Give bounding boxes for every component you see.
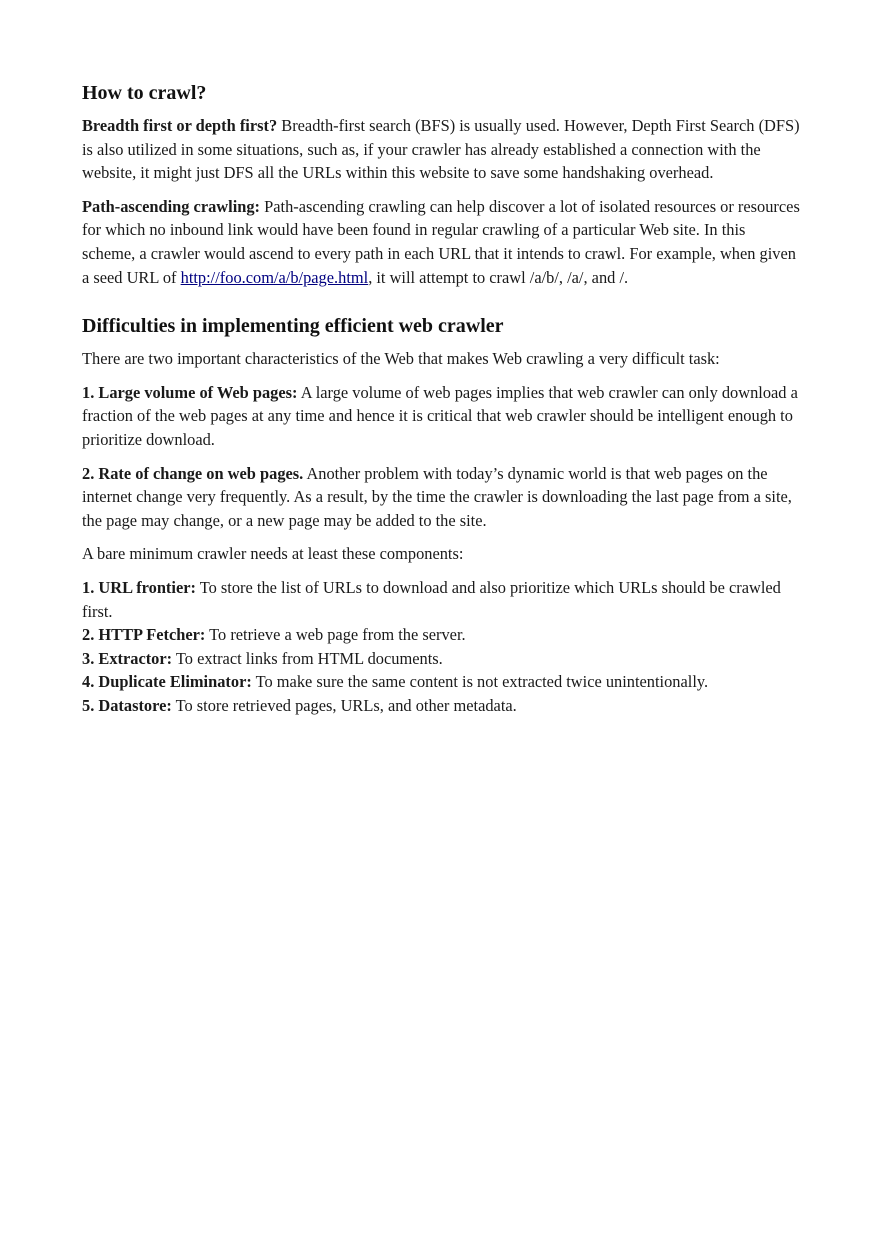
component-term: 1. URL frontier: xyxy=(82,577,196,597)
seed-url-link[interactable]: http://foo.com/a/b/page.html xyxy=(180,267,369,287)
document-page xyxy=(82,78,802,717)
component-term: 5. Datastore: xyxy=(82,695,172,715)
paragraph-large-volume xyxy=(82,381,802,452)
component-text: To extract links from HTML documents. xyxy=(172,648,443,668)
term-rate-of-change: 2. Rate of change on web pages. xyxy=(82,463,304,483)
text-large-volume: A large volume of web pages implies that web crawler can only download a fraction of the web pages at any time and hence it is critical that web crawler should be intelligent enough to prioritize download. xyxy=(82,382,798,449)
component-term: 4. Duplicate Eliminator: xyxy=(82,672,252,692)
list-item xyxy=(82,670,802,694)
component-text: To store the list of URLs to download and also prioritize which URLs should be crawled first. xyxy=(82,577,781,621)
term-path-ascending: Path-ascending crawling: xyxy=(82,196,261,216)
text-path-ascending-before: Path-ascending crawling can help discover a lot of isolated resources or resources for which no inbound link would have been found in regular crawling of a particular Web site. In this scheme, a crawler would ascend to every path in each URL that it intends to crawl. For example, when given a seed URL of xyxy=(82,196,800,287)
term-breadth-depth: Breadth first or depth first? xyxy=(82,116,278,135)
paragraph-rate-of-change xyxy=(82,462,802,533)
list-item xyxy=(82,623,802,647)
heading-how-to-crawl: How to crawl? xyxy=(82,82,207,104)
components-list xyxy=(82,576,802,718)
text-breadth-depth: Breadth-first search (BFS) is usually used. However, Depth First Search (DFS) is also utilized in some situations, such as, if your crawler has already established a connection with the website, it might just DFS all the URLs within this website to save some handshaking overhead. xyxy=(82,116,800,183)
text-path-ascending-after: , it will attempt to crawl /a/b/, /a/, and /. xyxy=(368,267,629,287)
paragraph-path-ascending xyxy=(82,195,802,289)
paragraph-difficulties-intro: There are two important characteristics of the Web that makes Web crawling a very difficult task: xyxy=(82,349,720,369)
component-text: To make sure the same content is not extracted twice unintentionally. xyxy=(251,672,709,692)
component-term: 2. HTTP Fetcher: xyxy=(82,625,206,645)
text-rate-of-change: Another problem with today’s dynamic world is that web pages on the internet change very frequently. As a result, by the time the crawler is downloading the last page from a site, the page may change, or a new page may be added to the site. xyxy=(82,463,792,530)
paragraph-breadth-depth xyxy=(82,114,802,185)
list-item xyxy=(82,647,802,671)
component-text: To store retrieved pages, URLs, and other metadata. xyxy=(171,695,517,715)
component-term: 3. Extractor: xyxy=(82,648,173,668)
list-item xyxy=(82,576,802,623)
paragraph-components-intro: A bare minimum crawler needs at least these components: xyxy=(82,544,464,564)
heading-difficulties: Difficulties in implementing efficient web crawler xyxy=(82,315,504,338)
component-text: To retrieve a web page from the server. xyxy=(205,625,466,645)
term-large-volume: 1. Large volume of Web pages: xyxy=(82,382,298,402)
list-item xyxy=(82,694,802,718)
